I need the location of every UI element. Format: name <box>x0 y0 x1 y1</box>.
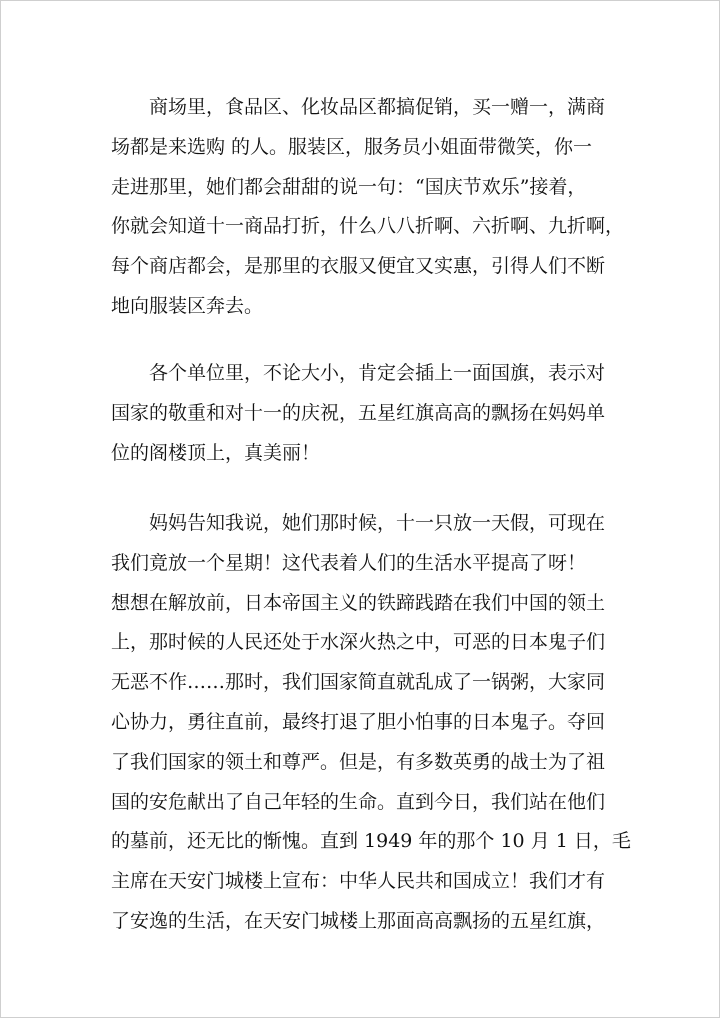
text-line: 你就会知道十一商品打折，什么八八折啊、六折啊、九折啊， <box>111 215 625 238</box>
text-line: 的墓前，还无比的惭愧。直到 1949 年的那个 10 月 1 日，毛 <box>111 830 631 853</box>
text-line: 每个商店都会，是那里的衣服又便宜又实惠，引得人们不断 <box>111 255 606 278</box>
text-line: 我们竟放一个星期！这代表着人们的生活水平提高了呀！ <box>111 551 587 574</box>
text-line: 妈妈告知我说，她们那时候，十一只放一天假，可现在 <box>111 512 606 534</box>
text-line: 国家的敬重和对十一的庆祝，五星红旗高高的飘扬在妈妈单 <box>111 401 606 424</box>
paragraph-history <box>111 504 631 942</box>
text-line: 国的安危献出了自己年轻的生命。直到今日，我们站在他们 <box>111 790 606 813</box>
text-line: 地向服装区奔去。 <box>111 294 264 317</box>
text-line: 走进那里，她们都会甜甜的说一句：“国庆节欢乐”接着， <box>111 175 587 198</box>
text-line: 了我们国家的领土和尊严。但是，有多数英勇的战士为了祖 <box>111 750 606 773</box>
text-line: 各个单位里，不论大小，肯定会插上一面国旗，表示对 <box>111 362 606 384</box>
text-line: 位的阁楼顶上，真美丽！ <box>111 441 321 464</box>
text-line: 商场里，食品区、化妆品区都搞促销，买一赠一，满商 <box>111 96 606 118</box>
text-line: 了安逸的生活，在天安门城楼上那面高高飘扬的五星红旗， <box>111 909 606 932</box>
text-line: 主席在天安门城楼上宣布：中华人民共和国成立！我们才有 <box>111 870 606 893</box>
text-line: 心协力，勇往直前，最终打退了胆小怕事的日本鬼子。夺回 <box>111 710 606 733</box>
text-line: 上，那时候的人民还处于水深火热之中，可恶的日本鬼子们 <box>111 631 606 654</box>
text-line: 场都是来选购 的人。服装区，服务员小姐面带微笑，你一 <box>111 135 593 158</box>
text-line: 想想在解放前，日本帝国主义的铁蹄践踏在我们中国的领土 <box>111 591 606 614</box>
paragraph-national-flag <box>111 354 611 473</box>
text-line: 无恶不作……那时，我们国家简直就乱成了一锅粥，大家同 <box>111 671 606 694</box>
paragraph-shopping-mall <box>111 88 625 327</box>
